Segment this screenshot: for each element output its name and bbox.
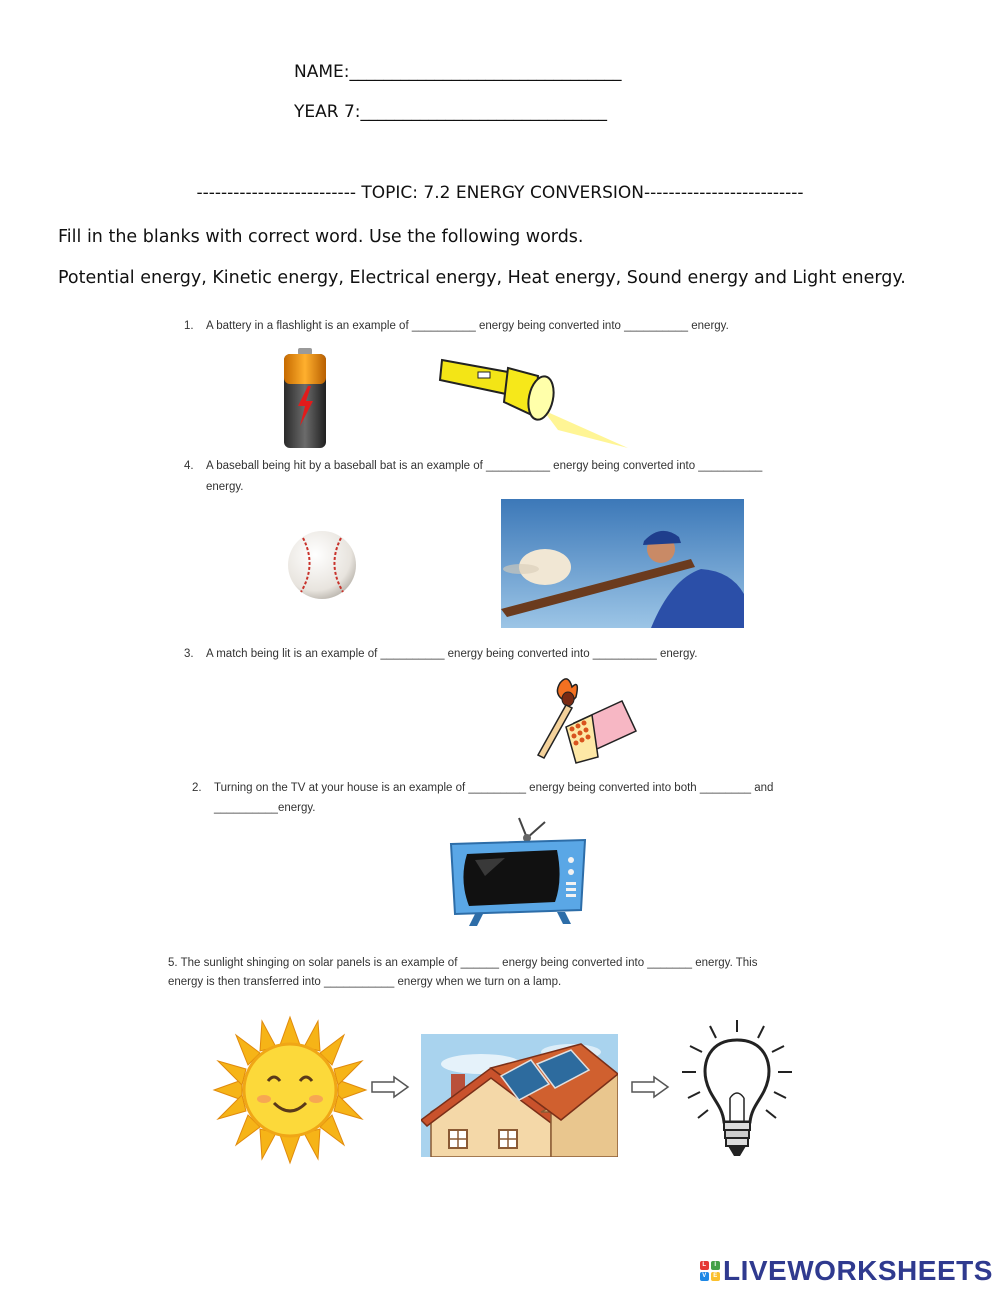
- logo-letter: E: [711, 1272, 720, 1281]
- light-bulb-illustration: [680, 1018, 795, 1166]
- year-field-label: YEAR 7:_____________________________: [294, 102, 608, 122]
- arrow-right-icon: [630, 1075, 670, 1099]
- arrow-right-icon: [370, 1075, 410, 1099]
- flashlight-illustration: [438, 350, 628, 455]
- question-5: [168, 957, 757, 969]
- logo-mark-icon: [700, 1261, 720, 1281]
- question-4-continued: energy.: [206, 481, 244, 493]
- question-text: A battery in a flashlight is an example of __________ energy being converted into __________ energy.: [206, 320, 729, 332]
- battery-illustration: [280, 346, 330, 450]
- question-text: Turning on the TV at your house is an example of _________ energy being converted into both ________ and: [214, 782, 774, 794]
- question-5-continued: energy is then transferred into ___________ energy when we turn on a lamp.: [168, 976, 562, 988]
- question-2: [192, 782, 773, 794]
- question-3: [184, 648, 697, 660]
- question-number: 4.: [184, 460, 194, 472]
- topic-title: -------------------------- TOPIC: 7.2 ENERGY CONVERSION--------------------------: [196, 183, 804, 203]
- matches-illustration: [530, 673, 640, 765]
- sun-illustration: [212, 1015, 368, 1165]
- baseball-batter-photo: [501, 499, 744, 628]
- logo-letter: V: [700, 1272, 709, 1281]
- question-1: [184, 320, 729, 332]
- question-number: 1.: [184, 320, 194, 332]
- question-2-continued: __________energy.: [214, 802, 316, 814]
- question-4: [184, 460, 762, 472]
- question-text: A match being lit is an example of __________ energy being converted into __________ energy.: [206, 648, 698, 660]
- word-bank: Potential energy, Kinetic energy, Electrical energy, Heat energy, Sound energy and Light energy.: [58, 268, 906, 288]
- name-field-label: NAME:________________________________: [294, 62, 622, 82]
- question-number: 5.: [168, 957, 178, 969]
- liveworksheets-logo: [700, 1255, 993, 1287]
- question-text: The sunlight shinging on solar panels is an example of ______ energy being converted into _______ energy. This: [180, 957, 758, 969]
- question-text: A baseball being hit by a baseball bat is an example of __________ energy being converted into __________: [206, 460, 763, 472]
- instructions-line: Fill in the blanks with correct word. Use the following words.: [58, 227, 584, 247]
- logo-letter: I: [711, 1261, 720, 1270]
- logo-letter: L: [700, 1261, 709, 1270]
- tv-illustration: [445, 814, 590, 932]
- solar-house-illustration: [421, 1034, 618, 1157]
- baseball-illustration: [285, 528, 359, 602]
- logo-text: LIVEWORKSHEETS: [723, 1255, 993, 1286]
- question-number: 2.: [192, 782, 202, 794]
- question-number: 3.: [184, 648, 194, 660]
